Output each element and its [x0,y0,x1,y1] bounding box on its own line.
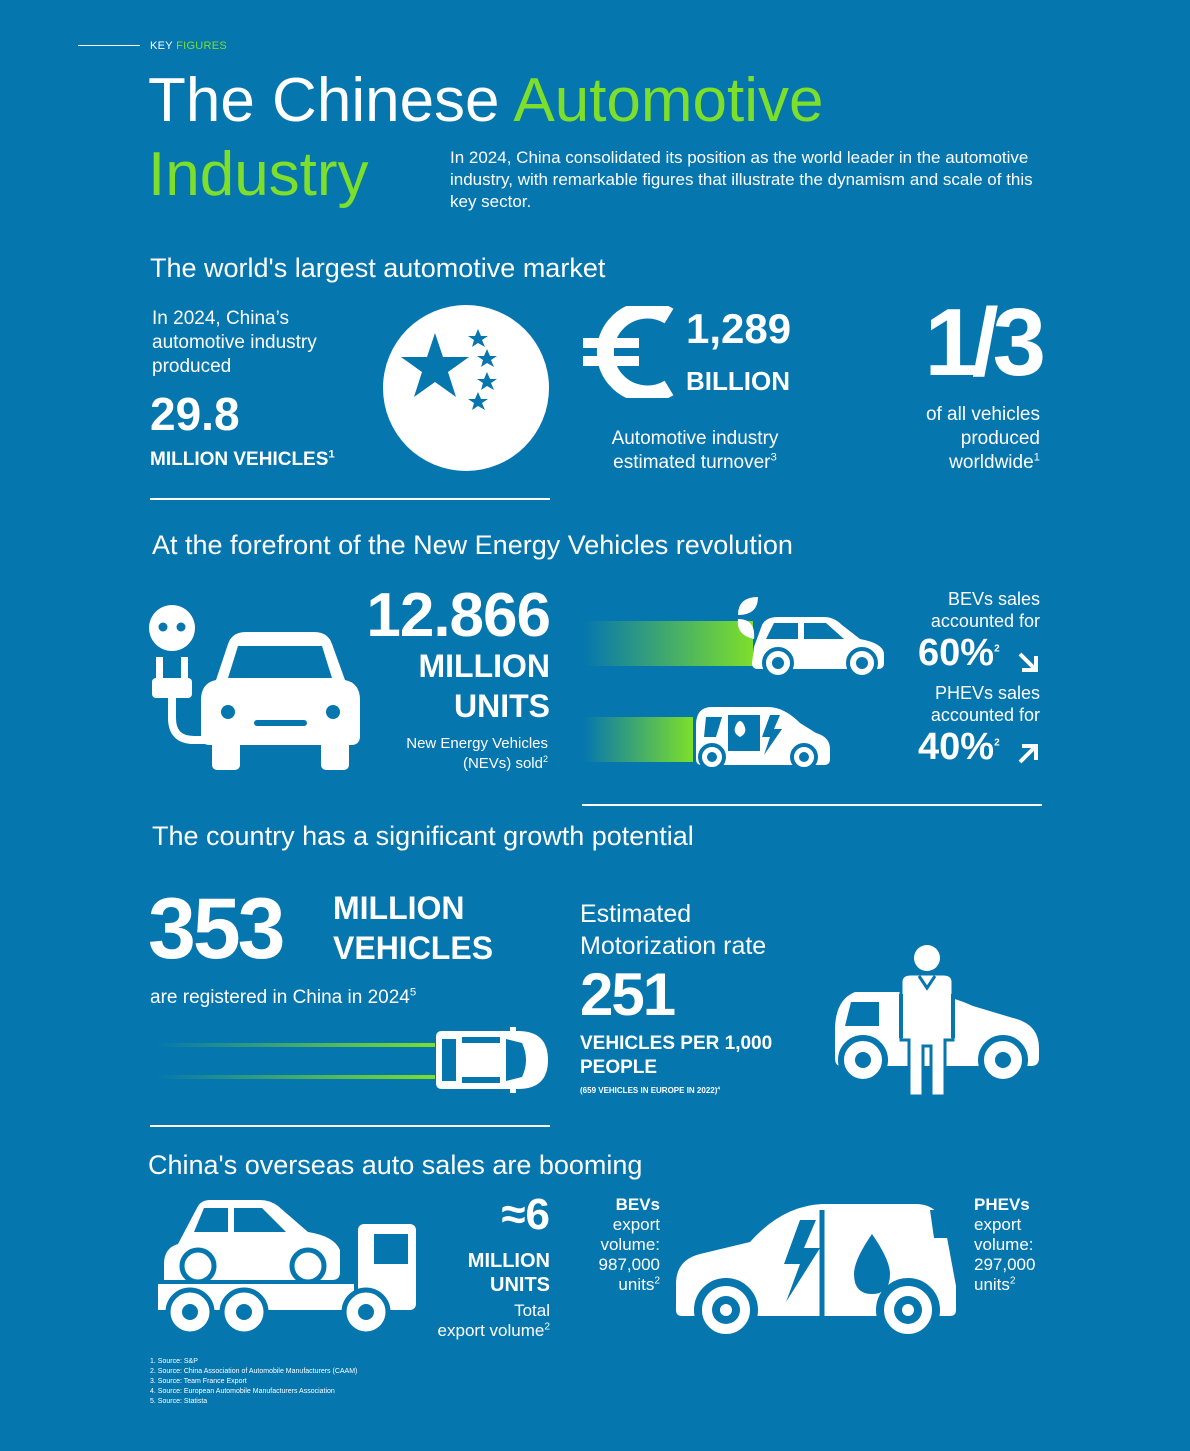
registered-caption-line [150,987,416,1009]
registered-unit-2: VEHICLES [333,930,494,966]
motor-label: Estimated Motorization rate [580,900,767,960]
bev-export-note: 2 [654,1275,660,1287]
speed-line-1 [155,1043,435,1047]
eyebrow-rule [78,45,140,46]
registered-caption: are registered in China in 2024 [150,987,410,1008]
phev-export-title: PHEVs [974,1195,1030,1214]
nev-units-label-2: UNITS [454,688,550,724]
bev-value: 60% [918,632,995,674]
arrow-down-right-icon [1016,650,1040,674]
speed-line-2 [155,1075,435,1079]
nev-units-caption-line [370,734,548,774]
turnover-note: 3 [770,451,777,464]
vehicles-unit: MILLION VEHICLES [150,449,329,470]
title-green-2: Industry [148,140,369,209]
registered-value: 353 [148,881,283,977]
title-green-1: Automotive [513,66,824,135]
phev-export-block [974,1195,1054,1295]
phev-export-text: export volume: 297,000 units [974,1215,1036,1294]
nev-units-value: 12.866 [366,581,550,650]
turnover-label-line [585,427,805,475]
market-heading: The world's largest automotive market [150,253,606,283]
person-car-icon [833,940,1041,1098]
overseas-heading: China's overseas auto sales are booming [148,1150,643,1180]
divider-3 [150,1125,550,1127]
bev-value-line [918,632,1000,675]
source-item: 2. Source: China Association of Automobile Manufacturers (CAAM) [150,1368,358,1375]
car-top-view-icon [432,1027,550,1093]
motor-note-line [580,1086,720,1095]
motor-note-text: (659 VEHICLES IN EUROPE IN 2022) [580,1086,718,1095]
turnover-value: 1,289 [686,305,792,352]
source-item: 4. Source: European Automobile Manufacturers Association [150,1388,335,1395]
export-caption-2: export volume [437,1321,545,1340]
nev-units-label-1: MILLION [418,648,550,684]
registered-note: 5 [409,986,417,999]
nev-heading: At the forefront of the New Energy Vehicles revolution [152,530,793,560]
bev-speed-bar [583,621,753,666]
export-caption-line [380,1321,550,1341]
arrow-up-right-icon [1016,742,1040,766]
source-item: 1. Source: S&P [150,1358,198,1365]
registered-unit-1: MILLION [333,890,465,926]
bev-label: BEVs sales accounted for [930,589,1040,631]
share-note: 1 [1033,451,1040,464]
china-flag-icon [383,305,549,471]
phev-note: 2 [994,737,1000,749]
bev-export-text: export volume: 987,000 units [598,1215,660,1294]
export-note: 2 [544,1321,550,1333]
vehicles-unit-line [150,449,335,471]
export-value: ≈6 [501,1190,550,1239]
share-value: 1/3 [924,289,1040,396]
share-label: of all vehicles produced worldwide [925,404,1040,473]
tow-truck-icon [158,1198,420,1340]
share-label-line [880,403,1040,475]
eyebrow-figures: FIGURES [176,40,228,52]
vehicles-note: 1 [328,448,335,461]
motor-value: 251 [580,961,675,1028]
phev-value-line [918,726,1000,769]
nev-units-note: 2 [542,754,548,764]
turnover-label: Automotive industry estimated turnover [611,428,779,473]
eyebrow-key: KEY [150,40,173,52]
vehicles-value: 29.8 [150,388,240,440]
motor-note: 4 [717,1086,721,1092]
page-title [148,66,824,136]
phev-export-note: 2 [1009,1275,1016,1287]
divider-2 [582,804,1042,806]
motor-unit: VEHICLES PER 1,000 PEOPLE [580,1033,773,1078]
bev-car-leaf-icon [732,595,887,675]
source-item: 5. Source: Statista [150,1398,208,1405]
euro-icon [583,306,675,398]
eyebrow [150,40,227,52]
phev-label: PHEVs sales accounted for [930,683,1040,725]
sources-list [150,1357,357,1407]
export-unit-1: MILLION [467,1250,550,1272]
phev-car-icon [692,703,834,771]
produced-intro: In 2024, China’s automotive industry produced [152,308,317,377]
phev-value: 40% [918,726,995,768]
phev-speed-bar [583,717,693,762]
export-unit-2: UNITS [490,1274,550,1296]
title-white: The Chinese [148,66,500,135]
nev-units-caption: New Energy Vehicles (NEVs) sold [406,735,548,772]
divider-1 [150,498,550,500]
bev-export-title: BEVs [615,1195,660,1214]
bev-export-block [580,1195,660,1295]
growth-heading: The country has a significant growth potential [152,821,694,851]
intro-text: In 2024, China consolidated its position as the world leader in the automotive industry, with remarkable figures that illustrate the dynamism and scale of this key sector. [450,148,1033,211]
turnover-unit: BILLION [686,366,790,396]
hybrid-car-icon [672,1198,962,1338]
source-item: 3. Source: Team France Export [150,1378,247,1385]
export-caption-1: Total [514,1301,550,1320]
bev-note: 2 [994,643,1000,655]
